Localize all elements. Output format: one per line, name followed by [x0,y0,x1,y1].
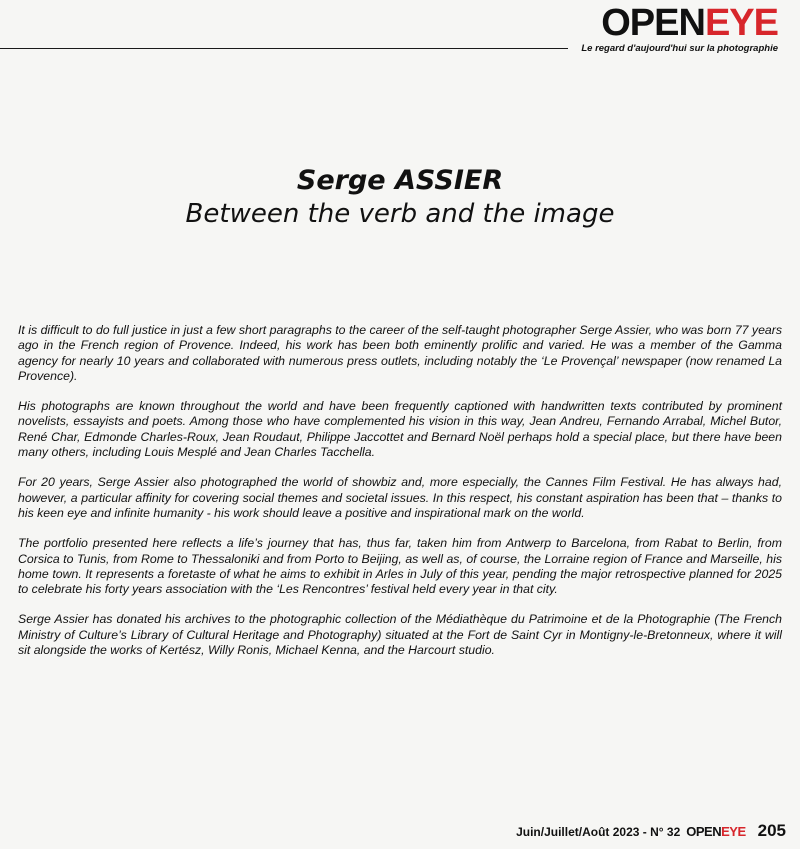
article-paragraph: Serge Assier has donated his archives to the photographic collection of the Médiathèque du Patrimoine et de la Photographie (The French Ministry of Culture’s Library of Cultural Heritage and Photography) situated at the Fort de Saint Cyr in Montigny-le-Bretonneux, where it will sit alongside the works of Kertész, Willy Ronis, Michael Kenna, and the Harcourt studio. [18,612,782,658]
brand-logo [581,4,778,42]
article-heading [0,165,800,231]
footer-logo [686,824,745,839]
page-number: 205 [757,821,786,840]
brand-header [581,4,778,54]
footer-logo-eye: EYE [721,824,746,839]
page-footer [516,821,786,841]
article-title: Serge ASSIER [296,165,504,196]
brand-logo-open: OPEN [601,2,705,44]
article-paragraph: The portfolio presented here reflects a life’s journey that has, thus far, taken him from Antwerp to Barcelona, from Rabat to Berlin, from Corsica to Tunis, from Rome to Thessaloniki and from Porto to Beijing, as well as, of course, the Lorraine region of France and Marseille, his home town. It represents a foretaste of what he aims to exhibit in Arles in July of this year, pending the major retrospective planned for 2025 to celebrate his forty years association with the ‘Les Rencontres’ festival held every year in that city. [18,536,782,597]
issue-info: Juin/Juillet/Août 2023 - N° 32 [516,825,681,839]
header-rule [0,48,568,49]
article-paragraph: His photographs are known throughout the world and have been frequently captioned with handwritten texts contributed by prominent novelists, essayists and poets. Among those who have complemented his vision in this way, Jean Andreu, Fernando Arrabal, Michel Butor, René Char, Edmonde Charles-Roux, Jean Roudaut, Philippe Jaccottet and Bernard Noël perhaps hold a special place, but there have been many others, including Louis Mesplé and Jean Charles Tacchella. [18,399,782,460]
article-paragraph: For 20 years, Serge Assier also photographed the world of showbiz and, more especially, the Cannes Film Festival. He has always had, however, a particular affinity for covering social themes and societal issues. In this respect, his constant aspiration has been that – thanks to his keen eye and infinite humanity - his work should leave a positive and inspirational mark on the world. [18,475,782,520]
article-body [18,323,782,673]
article-subtitle: Between the verb and the image [185,199,615,229]
article-paragraph: It is difficult to do full justice in just a few short paragraphs to the career of the self-taught photographer Serge Assier, who was born 77 years ago in the French region of Provence. Indeed, his work has been both eminently prolific and varied. He was a member of the Gamma agency for nearly 10 years and collaborated with numerous press outlets, including notably the ‘Le Provençal’ newspaper (now renamed La Provence). [18,323,782,383]
footer-logo-open: OPEN [686,824,722,839]
brand-tagline: Le regard d'aujourd'hui sur la photographie [581,43,778,54]
brand-logo-eye: EYE [704,2,778,44]
